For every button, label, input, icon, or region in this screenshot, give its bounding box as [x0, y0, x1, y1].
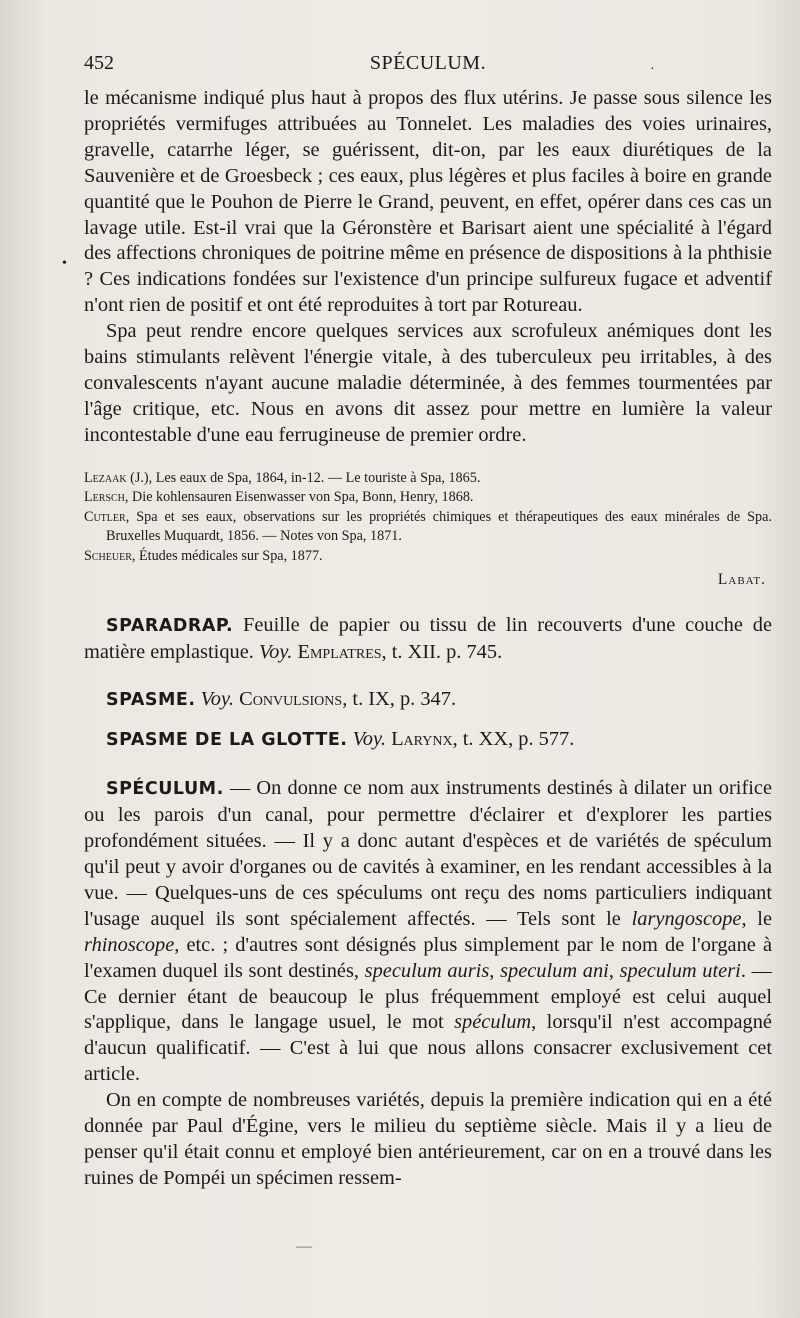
entry-ref-tail: , t. XX, p. 577.	[452, 728, 575, 751]
paragraph-varieties: On en compte de nombreuses variétés, depuis la première indication qui en a été donnée par Paul d'Égine, vers le milieu du septième siècle. Mais il y a lieu de penser qu'il était connu et employé bien antérieurement, car on en a trouvé dans les ruines de Pompéi un spécimen ressem-	[84, 1089, 772, 1189]
entry-voy: Voy.	[200, 688, 235, 711]
entry-text: ,	[489, 959, 501, 982]
bib-text: , Spa et ses eaux, observations sur les propriétés chimiques et thérapeutiques des eaux minérales de Spa. Bruxelles Muquardt, 1856. — Notes von Spa, 1871.	[106, 508, 772, 545]
bottom-printer-mark: —	[296, 1238, 312, 1255]
bib-author: Lezaak (J.)	[84, 469, 149, 486]
entry-head: SPASME DE LA GLOTTE.	[106, 730, 348, 751]
entry-term: spéculum	[454, 1011, 532, 1034]
running-head: SPÉCULUM.	[369, 52, 487, 74]
bib-entry	[84, 469, 772, 489]
bib-author: Scheuer	[84, 548, 132, 565]
entry-head: SPARADRAP.	[106, 615, 234, 636]
stray-dot-mark: ·	[650, 62, 655, 77]
entry-voy: Voy.	[258, 640, 293, 663]
entry-head: SPASME.	[106, 690, 196, 711]
entry-text: — On donne ce nom aux instruments destinés à dilater un orifice ou les parois d'un canal, pour permettre d'éclairer et d'explorer les parties profondément situées. — Il y a donc autant d'espèces et de variétés de spéculum qu'il peut y avoir d'organes ou de cavités à examiner, en les rendant accessibles à la vue. — Quelques-uns de ces spéculums ont reçu des noms particuliers indiquant l'usage auquel ils sont spécialement affectés. — Tels sont le	[84, 777, 772, 930]
entry-text: ,	[608, 959, 620, 982]
bib-text: , Die kohlensauren Eisenwasser von Spa, Bonn, Henry, 1868.	[124, 489, 474, 506]
entry-ref-tail: , t. XII. p. 745.	[381, 640, 503, 663]
entry-term: speculum auris	[364, 959, 490, 982]
bib-entry	[84, 508, 772, 547]
bib-author: Cutler	[84, 508, 126, 525]
bib-text: , Études médicales sur Spa, 1877.	[131, 548, 323, 565]
entry-text: , le	[741, 907, 772, 930]
author-signature: Labat.	[717, 570, 766, 588]
bib-text: , Les eaux de Spa, 1864, in-12. — Le touriste à Spa, 1865.	[148, 469, 481, 486]
bib-entry	[84, 488, 772, 508]
entry-term: speculum ani	[500, 959, 609, 982]
entry-spasme	[84, 687, 772, 714]
paragraph-spa: Spa peut rendre encore quelques services aux scrofuleux anémiques dont les bains stimulants relèvent l'énergie vitale, à des tuberculeux peu irritables, à des convalescents n'ayant aucune maladie déterminée, à des femmes tourmentées par l'âge critique, etc. Nous en avons dit assez pour mettre en lumière la valeur incontestable d'une eau ferrugineuse de premier ordre.	[84, 320, 772, 446]
entry-spasme-glotte	[84, 727, 772, 754]
entry-ref-tail: , t. IX, p. 347.	[342, 688, 457, 711]
entry-term: rhinoscope	[84, 933, 175, 956]
page-header	[84, 52, 772, 82]
page-number: 452	[84, 52, 114, 74]
entry-speculum	[84, 776, 772, 1088]
bibliography	[84, 469, 772, 567]
entry-ref: Larynx	[391, 728, 453, 751]
entry-sparadrap	[84, 613, 772, 666]
margin-dot-mark: •	[62, 256, 67, 271]
entry-voy: Voy.	[352, 728, 386, 751]
entry-ref: Emplatres	[297, 640, 382, 663]
entry-text: , etc. ; d'autres sont désignés plus simplement par le nom de l'organe à l'examen duquel ils sont destinés,	[84, 933, 772, 982]
entry-text: , lorsqu'il n'est accompagné d'aucun qualificatif. — C'est à lui que nous allons consacrer exclusivement cet article.	[84, 1011, 772, 1086]
bib-author: Lersch	[84, 489, 125, 506]
bib-entry	[84, 547, 772, 567]
entry-text: . — Ce dernier étant de beaucoup le plus fréquemment employé est celui auquel s'applique, dans le langage usuel, le mot	[84, 959, 772, 1034]
paragraph-continuation: le mécanisme indiqué plus haut à propos des flux utérins. Je passe sous silence les propriétés vermifuges attribuées au Tonnelet. Les maladies des voies urinaires, gravelle, catarrhe léger, se guérissent, dit-on, par les eaux diurétiques de la Sauvenière et de Groesbeck ; ces eaux, plus légères et plus faciles à boire en grande quantité que le Pouhon de Pierre le Grand, peuvent, en effet, opérer dans ces cas un lavage utile. Est-il vrai que la Géronstère et Barisart aient une spécialité à l'égard des affections chroniques de poitrine même en présence de dispositions à la phthisie ? Ces indications fondées sur l'existence d'un principe sulfureux fugace et adventif n'ont rien de positif et ont été reproduites à tort par Rotureau.	[84, 87, 772, 317]
entry-text: Feuille de papier ou tissu de lin recouverts d'une couche de matière emplastique.	[84, 613, 772, 663]
entry-head: SPÉCULUM.	[106, 779, 224, 800]
entry-term: laryngoscope	[631, 907, 742, 930]
entry-ref: Convulsions	[239, 688, 343, 711]
entry-term: speculum uteri	[619, 959, 741, 982]
page-body	[84, 86, 772, 1192]
